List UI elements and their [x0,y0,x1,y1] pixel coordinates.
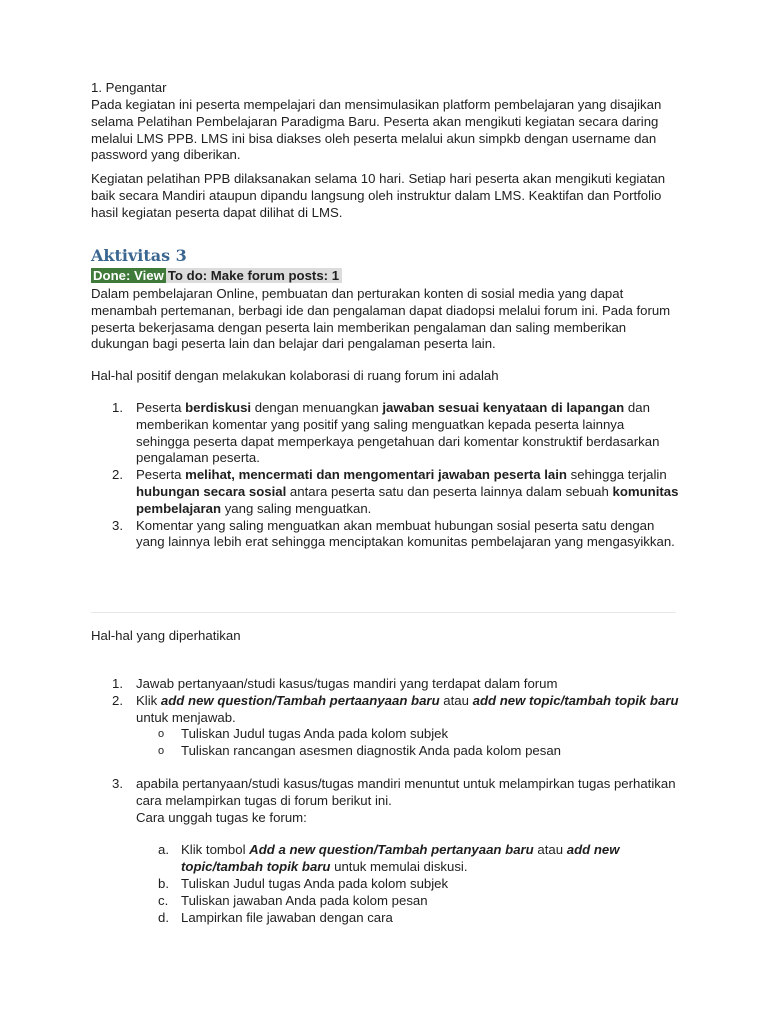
completion-badges [91,268,681,284]
activity-title: Aktivitas 3 [91,246,187,265]
list-item [91,467,681,517]
step-text: Tuliskan jawaban Anda pada kolom pesan [181,892,428,908]
notes-list [91,676,681,926]
activity-paragraph: Dalam pembelajaran Online, pembuatan dan perturakan konten di sosial media yang dapat menambah pertemanan, berbagi ide dan pengalaman dapat diadopsi melalui forum ini. Pada forum peserta bekerjasama dengan peserta lain memberikan pengalaman dan saling memberikan dukungan bagi peserta lain dan belajar dari pengalaman peserta lain. [91,286,671,352]
circle-bullet-icon: o [158,745,165,758]
list-bold-text: hubungan secara sosial [136,483,287,499]
list-number: 2. [112,692,123,708]
list-number: 1. [112,400,123,415]
positive-points-intro: Hal-hal positif dengan melakukan kolaborasi di ruang forum ini adalah [91,368,499,383]
list-text: untuk menjawab. [136,709,236,725]
step-letter: a. [158,842,169,858]
upload-steps-intro: Cara unggah tugas ke forum: [136,809,307,825]
list-text: antara peserta satu dan peserta lainnya dalam sebuah [286,483,613,499]
step-text: untuk memulai diskusi. [330,859,468,875]
list-text: Jawab pertanyaan/studi kasus/tugas mandiri yang terdapat dalam forum [136,676,558,691]
list-text: apabila pertanyaan/studi kasus/tugas mandiri menuntut untuk melampirkan tugas perhatikan cara melampirkan tugas di forum berikut ini. [136,775,676,808]
upload-step [91,893,681,910]
list-text: Tuliskan Judul tugas Anda pada kolom subjek [181,726,449,742]
todo-forum-posts-badge: To do: Make forum posts: 1 [166,268,342,283]
list-number: 2. [112,467,123,483]
list-text: yang saling menguatkan. [221,500,372,516]
list-bold-italic-text: add new question/Tambah pertaanyaan baru [160,692,440,708]
list-number: 1. [112,676,123,691]
step-bold-italic-text: add new topic/tambah topik baru [181,842,620,875]
list-bold-text: melihat, mencermati dan mengomentari jawaban peserta lain [185,467,567,483]
step-bold-italic-text: Add a new question/Tambah pertanyaan baru [249,842,534,858]
positive-points-list [91,400,681,551]
list-item [91,676,681,693]
list-text: Tuliskan rancangan asesmen diagnostik Anda pada kolom pesan [181,743,561,759]
step-letter: d. [158,909,169,925]
list-text: Peserta [136,467,186,483]
list-number: 3. [112,517,123,533]
step-text: Tuliskan Judul tugas Anda pada kolom subjek [181,875,449,891]
step-text: Klik tombol [181,842,250,858]
list-bold-text: komunitas pembelajaran [136,483,679,516]
list-text: sehingga terjalin [566,467,667,483]
list-text: Klik [136,692,161,708]
list-bold-text: jawaban sesuai kenyataan di lapangan [382,400,625,415]
step-text: Lampirkan file jawaban dengan cara [181,909,393,925]
sub-list-item [91,743,681,760]
list-number: 3. [112,775,123,791]
intro-paragraph-1: Pada kegiatan ini peserta mempelajari dan mensimulasikan platform pembelajaran yang disajikan selama Pelatihan Pembelajaran Paradigma Baru. Peserta akan mengikuti kegiatan secara daring melalui LMS PPB. LMS ini bisa diakses oleh peserta melalui akun simpkb dengan username dan password yang diberikan. [91,97,662,163]
upload-step [91,876,681,893]
list-text: Peserta [136,400,186,415]
list-item [91,693,681,727]
sub-list-item [91,726,681,743]
upload-step [91,910,681,927]
notes-title: Hal-hal yang diperhatikan [91,628,241,643]
list-item [91,776,681,826]
step-text: atau [533,842,567,858]
circle-bullet-icon: o [158,728,165,741]
done-view-badge[interactable]: Done: View [93,268,164,283]
list-bold-text: berdiskusi [185,400,252,415]
list-text: dan memberikan komentar yang positif yang saling menguatkan kepada peserta lainnya sehingga peserta dapat memperkaya pengetahuan dari komentar konstruktif berdasarkan pengalaman peserta. [136,400,660,466]
section-divider [91,612,676,613]
upload-step [91,842,681,876]
list-item [91,518,681,552]
list-text: atau [439,692,473,708]
list-item [91,400,681,467]
list-bold-italic-text: add new topic/tambah topik baru [472,692,679,708]
step-letter: b. [158,875,169,891]
list-text: dengan menuangkan [251,400,383,415]
step-letter: c. [158,892,169,908]
list-text: Komentar yang saling menguatkan akan membuat hubungan sosial peserta satu dengan yang lainnya lebih erat sehingga menciptakan komunitas pembelajaran yang mengasyikkan. [136,517,675,550]
intro-paragraph-2: Kegiatan pelatihan PPB dilaksanakan selama 10 hari. Setiap hari peserta akan mengikuti kegiatan baik secara Mandiri ataupun dipandu langsung oleh instruktur dalam LMS. Keaktifan dan Portfolio hasil kegiatan peserta dapat dilihat di LMS. [91,171,666,220]
intro-title: 1. Pengantar [91,80,167,95]
